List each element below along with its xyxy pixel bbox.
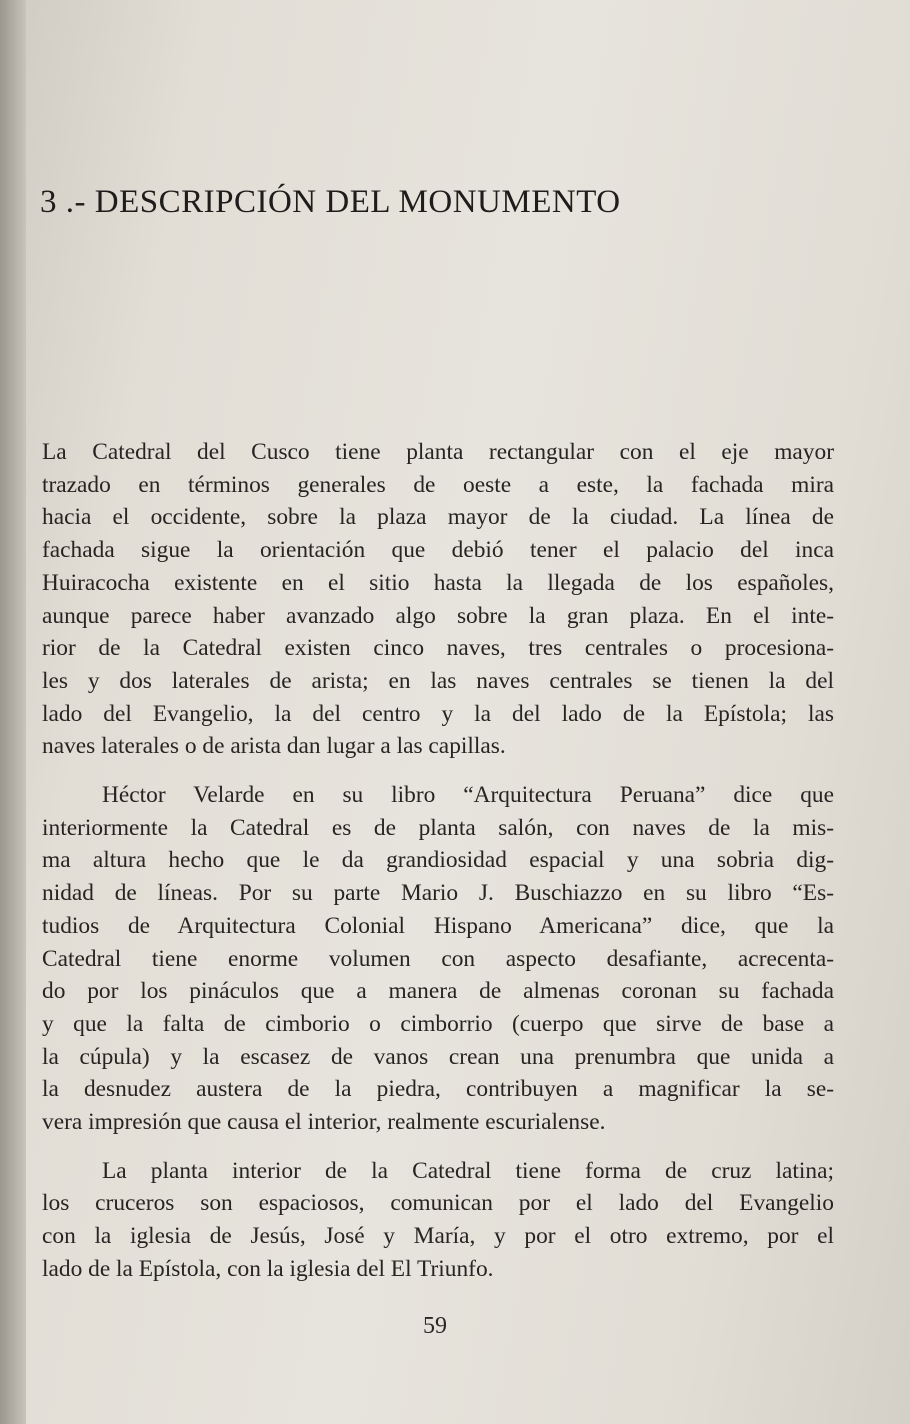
- section-heading: 3 .- DESCRIPCIÓN DEL MONUMENTO: [40, 184, 621, 220]
- text-line: do por los pináculos que a manera de almenas coronan su fachada: [42, 978, 834, 1005]
- text-line: aunque parece haber avanzado algo sobre la gran plaza. En el inte-: [42, 602, 834, 629]
- text-line: Catedral tiene enorme volumen con aspecto desafiante, acrecenta-: [42, 945, 834, 972]
- text-line: la desnudez austera de la piedra, contribuyen a magnificar la se-: [42, 1076, 834, 1103]
- body-text: [42, 436, 834, 1286]
- page-gutter-shadow: [0, 0, 26, 1424]
- text-line: hacia el occidente, sobre la plaza mayor de la ciudad. La línea de: [42, 504, 834, 531]
- text-line: vera impresión que causa el interior, realmente escurialense.: [42, 1109, 606, 1136]
- text-line: lado del Evangelio, la del centro y la del lado de la Epístola; las: [42, 700, 834, 727]
- text-line: La Catedral del Cusco tiene planta rectangular con el eje mayor: [42, 439, 834, 465]
- paragraph-2: [42, 779, 834, 1139]
- text-line: nidad de líneas. Por su parte Mario J. Buschiazzo en su libro “Es-: [42, 880, 834, 907]
- text-line: y que la falta de cimborio o cimborrio (cuerpo que sirve de base a: [42, 1010, 834, 1037]
- text-line: rior de la Catedral existen cinco naves, tres centrales o procesiona-: [42, 635, 834, 662]
- text-line: tudios de Arquitectura Colonial Hispano Americana” dice, que la: [42, 912, 834, 939]
- text-line: los cruceros son espaciosos, comunican por el lado del Evangelio: [42, 1190, 834, 1217]
- text-line: Héctor Velarde en su libro “Arquitectura Peruana” dice que: [102, 782, 834, 809]
- paragraph-3: [42, 1155, 834, 1286]
- text-line: Huiracocha existente en el sitio hasta la llegada de los españoles,: [42, 569, 834, 596]
- text-line: la cúpula) y la escasez de vanos crean una prenumbra que unida a: [42, 1043, 834, 1070]
- text-line: trazado en términos generales de oeste a este, la fachada mira: [42, 471, 834, 498]
- paragraph-1: [42, 436, 834, 763]
- page-number: 59: [423, 1313, 447, 1339]
- text-line: fachada sigue la orientación que debió tener el palacio del inca: [42, 537, 834, 564]
- text-line: interiormente la Catedral es de planta salón, con naves de la mis-: [42, 814, 834, 841]
- text-line: naves laterales o de arista dan lugar a las capillas.: [42, 733, 506, 760]
- text-line: con la iglesia de Jesús, José y María, y por el otro extremo, por el: [42, 1223, 834, 1250]
- text-line: les y dos laterales de arista; en las naves centrales se tienen la del: [42, 667, 834, 694]
- text-line: La planta interior de la Catedral tiene forma de cruz latina;: [102, 1157, 834, 1184]
- text-line: lado de la Epístola, con la iglesia del El Triunfo.: [42, 1255, 494, 1282]
- text-line: ma altura hecho que le da grandiosidad espacial y una sobria dig-: [42, 847, 834, 874]
